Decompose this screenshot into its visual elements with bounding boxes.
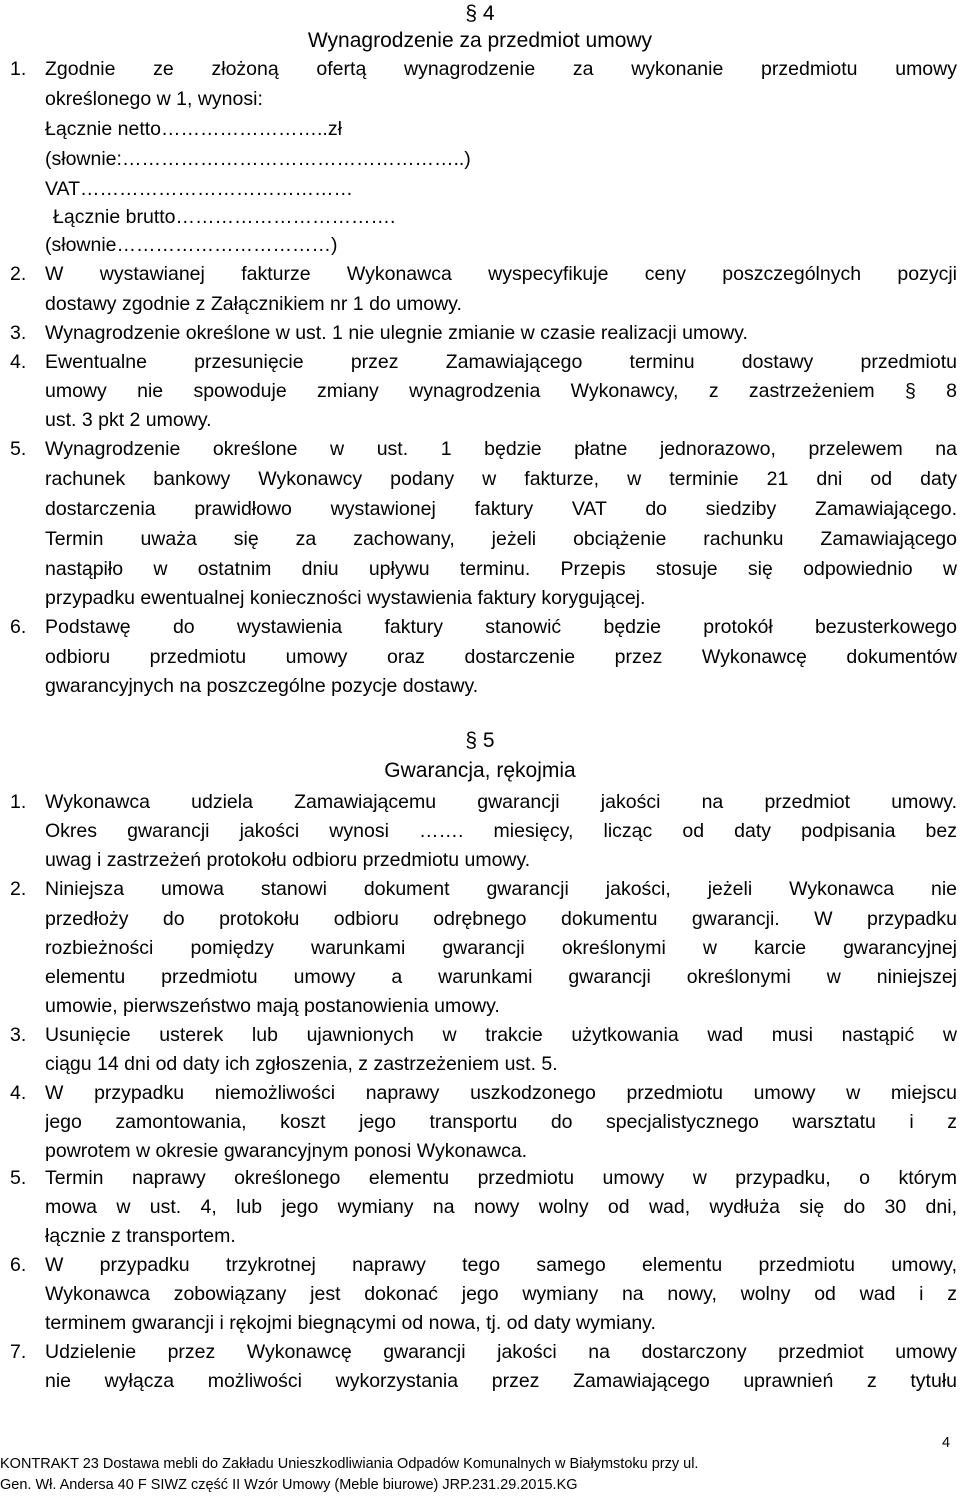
s5-item-1-line: uwag i zastrzeżeń protokołu odbioru przedmiotu umowy. bbox=[45, 849, 531, 871]
footer-line-1: KONTRAKT 23 Dostawa mebli do Zakładu Unieszkodliwiania Odpadów Komunalnych w Białymstoku przy ul. bbox=[0, 1456, 699, 1472]
s4-item-4-number: 4. bbox=[10, 351, 27, 373]
section-4-title: Wynagrodzenie za przedmiot umowy bbox=[307, 29, 653, 52]
s4-item-1-number: 1. bbox=[10, 58, 27, 80]
s5-item-2-line: elementu przedmiotu umowy a warunkami gwarancji określonymi w niniejszej bbox=[45, 966, 957, 988]
s4-item-4-line: Ewentualne przesunięcie przez Zamawiającego terminu dostawy przedmiotu bbox=[45, 351, 957, 373]
s5-item-2-number: 2. bbox=[10, 878, 27, 900]
s5-item-5-line: Termin naprawy określonego elementu przedmiotu umowy w przypadku, o którym bbox=[45, 1167, 957, 1189]
s5-item-6-line: terminem gwarancji i rękojmi biegnącymi od nowa, tj. od daty wymiany. bbox=[45, 1312, 656, 1334]
s4-item-6-number: 6. bbox=[10, 616, 27, 638]
s4-item-5-line: przypadku ewentualnej konieczności wystawienia faktury korygującej. bbox=[45, 587, 646, 609]
s4-item-6-line: gwarancyjnych na poszczególne pozycje dostawy. bbox=[45, 675, 479, 697]
s4-item-3-line: Wynagrodzenie określone w ust. 1 nie ulegnie zmianie w czasie realizacji umowy. bbox=[45, 322, 748, 344]
s5-item-3-line: ciągu 14 dni od daty ich zgłoszenia, z zastrzeżeniem ust. 5. bbox=[45, 1053, 558, 1075]
page-number: 4 bbox=[942, 1435, 951, 1451]
s4-item-1-line: określonego w 1, wynosi: bbox=[45, 88, 263, 110]
s5-item-1-line: Wykonawca udziela Zamawiającemu gwarancji jakości na przedmiot umowy. bbox=[45, 791, 957, 813]
footer-line-2: Gen. Wł. Andersa 40 F SIWZ część II Wzór Umowy (Meble biurowe) JRP.231.29.2015.KG bbox=[0, 1477, 578, 1493]
s4-item-6-line: Podstawę do wystawienia faktury stanowić będzie protokół bezusterkowego bbox=[45, 616, 957, 638]
s5-item-1-line: Okres gwarancji jakości wynosi ……. miesięcy, licząc od daty podpisania bez bbox=[45, 820, 957, 842]
s4-item-5-line: dostarczenia prawidłowo wystawionej faktury VAT do siedziby Zamawiającego. bbox=[45, 498, 957, 520]
s4-item-5-number: 5. bbox=[10, 438, 27, 460]
s5-item-4-line: W przypadku niemożliwości naprawy uszkodzonego przedmiotu umowy w miejscu bbox=[45, 1082, 957, 1104]
s4-item-1-line: Zgodnie ze złożoną ofertą wynagrodzenie za wykonanie przedmiotu umowy bbox=[45, 58, 957, 80]
s5-item-5-line: mowa w ust. 4, lub jego wymiany na nowy wolny od wad, wydłuża się do 30 dni, bbox=[45, 1196, 957, 1218]
s5-item-1-number: 1. bbox=[10, 791, 27, 813]
s5-item-3-number: 3. bbox=[10, 1024, 27, 1046]
s4-item-3-number: 3. bbox=[10, 322, 27, 344]
s4-item-2-line: dostawy zgodnie z Załącznikiem nr 1 do umowy. bbox=[45, 293, 462, 315]
s5-item-5-line: łącznie z transportem. bbox=[45, 1225, 236, 1247]
s4-item-5-line: Wynagrodzenie określone w ust. 1 będzie płatne jednorazowo, przelewem na bbox=[45, 438, 957, 460]
s5-item-2-line: umowie, pierwszeństwo mają postanowienia umowy. bbox=[45, 995, 500, 1017]
s4-item-5-line: nastąpiło w ostatnim dniu upływu terminu. Przepis stosuje się odpowiednio w bbox=[45, 558, 957, 580]
s4-item-4-line: ust. 3 pkt 2 umowy. bbox=[45, 409, 212, 431]
s5-item-5-number: 5. bbox=[10, 1167, 27, 1189]
s5-item-6-line: W przypadku trzykrotnej naprawy tego samego elementu przedmiotu umowy, bbox=[45, 1254, 957, 1276]
s4-item-4-line: umowy nie spowoduje zmiany wynagrodzenia Wykonawcy, z zastrzeżeniem § 8 bbox=[45, 380, 957, 402]
s4-item-5-line: rachunek bankowy Wykonawcy podany w fakturze, w terminie 21 dni od daty bbox=[45, 468, 957, 490]
section-4-symbol: § 4 bbox=[465, 2, 495, 25]
s5-item-6-number: 6. bbox=[10, 1254, 27, 1276]
s4-item-1-line: (słownie:……………………………………………..) bbox=[45, 148, 471, 170]
s4-item-1-line: VAT…………………………………… bbox=[45, 178, 354, 200]
s5-item-4-line: powrotem w okresie gwarancyjnym ponosi Wykonawca. bbox=[45, 1140, 528, 1162]
s4-item-1-line: Łącznie brutto……………………………. bbox=[53, 206, 396, 228]
s5-item-4-line: jego zamontowania, koszt jego transportu do specjalistycznego warsztatu i z bbox=[45, 1111, 957, 1133]
section-5-symbol: § 5 bbox=[465, 729, 495, 752]
s5-item-7-number: 7. bbox=[10, 1341, 27, 1363]
s4-item-2-number: 2. bbox=[10, 263, 27, 285]
s5-item-7-line: nie wyłącza możliwości wykorzystania przez Zamawiającego uprawnień z tytułu bbox=[45, 1370, 957, 1392]
s5-item-3-line: Usunięcie usterek lub ujawnionych w trakcie użytkowania wad musi nastąpić w bbox=[45, 1024, 957, 1046]
s4-item-2-line: W wystawianej fakturze Wykonawca wyspecyfikuje ceny poszczególnych pozycji bbox=[45, 263, 957, 285]
section-5-title: Gwarancja, rękojmia bbox=[384, 759, 576, 782]
s5-item-7-line: Udzielenie przez Wykonawcę gwarancji jakości na dostarczony przedmiot umowy bbox=[45, 1341, 957, 1363]
s5-item-4-number: 4. bbox=[10, 1082, 27, 1104]
s4-item-1-line: (słownie……………………………) bbox=[45, 234, 338, 256]
s5-item-2-line: rozbieżności pomiędzy warunkami gwarancji określonymi w karcie gwarancyjnej bbox=[45, 937, 957, 959]
s5-item-6-line: Wykonawca zobowiązany jest dokonać jego wymiany na nowy, wolny od wad i z bbox=[45, 1283, 957, 1305]
s4-item-1-line: Łącznie netto……………………..zł bbox=[45, 118, 342, 140]
s5-item-2-line: przedłoży do protokołu odbioru odrębnego dokumentu gwarancji. W przypadku bbox=[45, 908, 957, 930]
s4-item-6-line: odbioru przedmiotu umowy oraz dostarczenie przez Wykonawcę dokumentów bbox=[45, 646, 957, 668]
s4-item-5-line: Termin uważa się za zachowany, jeżeli obciążenie rachunku Zamawiającego bbox=[45, 528, 957, 550]
s5-item-2-line: Niniejsza umowa stanowi dokument gwarancji jakości, jeżeli Wykonawca nie bbox=[45, 878, 957, 900]
